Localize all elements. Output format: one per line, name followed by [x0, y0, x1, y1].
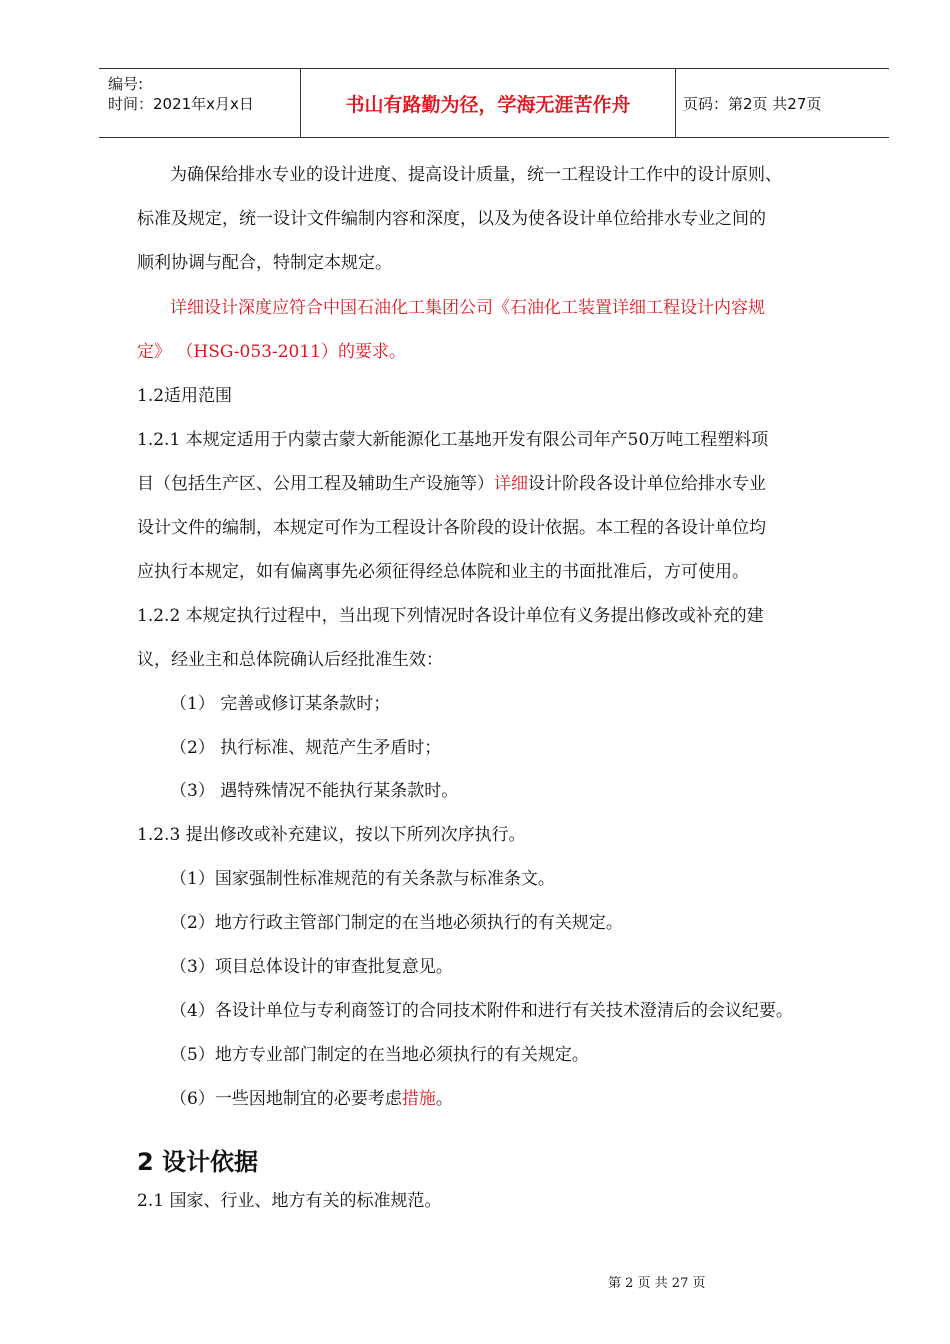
list-a-item-3: （3） 遇特殊情况不能执行某条款时。	[170, 781, 459, 801]
item-6-text: （6）一些因地制宜的必要考虑	[170, 1089, 402, 1109]
section-2-heading: 2 设计依据	[137, 1148, 259, 1176]
depth-line-2: 定》 （HSG-053-2011）的要求。	[137, 342, 406, 362]
p121-line-1: 1.2.1 本规定适用于内蒙古蒙大新能源化工基地开发有限公司年产50万吨工程塑料项	[137, 430, 769, 450]
p122-line-2: 议，经业主和总体院确认后经批准生效：	[137, 650, 443, 670]
p121-line-2a: 目（包括生产区、公用工程及辅助生产设施等）	[137, 474, 494, 494]
page-footer: 第 2 页 共 27 页	[608, 1276, 706, 1291]
header-motto-cell	[300, 69, 676, 137]
intro-line-1: 为确保给排水专业的设计进度、提高设计质量，统一工程设计工作中的设计原则、	[170, 165, 782, 185]
p121-line-3: 设计文件的编制，本规定可作为工程设计各阶段的设计依据。本工程的各设计单位均	[137, 518, 766, 538]
p121-line-2c: 设计阶段各设计单位给排水专业	[528, 474, 766, 494]
time-label: 时间：2021年x月x日	[108, 95, 254, 113]
header-table	[99, 68, 889, 138]
intro-line-3: 顺利协调与配合，特制定本规定。	[137, 253, 392, 273]
list-a-item-2: （2） 执行标准、规范产生矛盾时；	[170, 738, 442, 758]
motto-text: 书山有路勤为径，学海无涯苦作舟	[345, 93, 631, 116]
intro-line-2: 标准及规定，统一设计文件编制内容和深度，以及为使各设计单位给排水专业之间的	[137, 209, 766, 229]
header-left-cell	[99, 69, 300, 137]
p121-line-4: 应执行本规定，如有偏离事先必须征得经总体院和业主的书面批准后，方可使用。	[137, 562, 749, 582]
p121-line-2	[137, 469, 766, 494]
list-b-item-5: （5）地方专业部门制定的在当地必须执行的有关规定。	[170, 1045, 589, 1065]
header-page-label: 页码：第2页 共27页	[683, 94, 822, 113]
p121-line-2b: 详细	[494, 474, 528, 494]
serial-label: 编号:	[108, 75, 144, 93]
list-b-item-2: （2）地方行政主管部门制定的在当地必须执行的有关规定。	[170, 913, 623, 933]
list-b-item-6	[170, 1084, 453, 1109]
depth-line-1: 详细设计深度应符合中国石油化工集团公司《石油化工装置详细工程设计内容规	[170, 298, 765, 318]
list-a-item-1: （1） 完善或修订某条款时；	[170, 694, 391, 714]
item-6-measures: 措施	[401, 1089, 436, 1109]
list-b-item-4: （4）各设计单位与专利商签订的合同技术附件和进行有关技术澄清后的会议纪要。	[170, 1001, 793, 1021]
p123-line: 1.2.3 提出修改或补充建议，按以下所列次序执行。	[137, 825, 526, 845]
list-b-item-1: （1）国家强制性标准规范的有关条款与标准条文。	[170, 869, 555, 889]
p122-line-1: 1.2.2 本规定执行过程中，当出现下列情况时各设计单位有义务提出修改或补充的建	[137, 606, 764, 626]
list-b-item-3: （3）项目总体设计的审查批复意见。	[170, 957, 453, 977]
section-1-2-title: 1.2适用范围	[137, 386, 233, 406]
p21-line: 2.1 国家、行业、地方有关的标准规范。	[137, 1191, 442, 1211]
header-page-cell	[675, 69, 889, 137]
item-6-period: 。	[435, 1089, 453, 1109]
